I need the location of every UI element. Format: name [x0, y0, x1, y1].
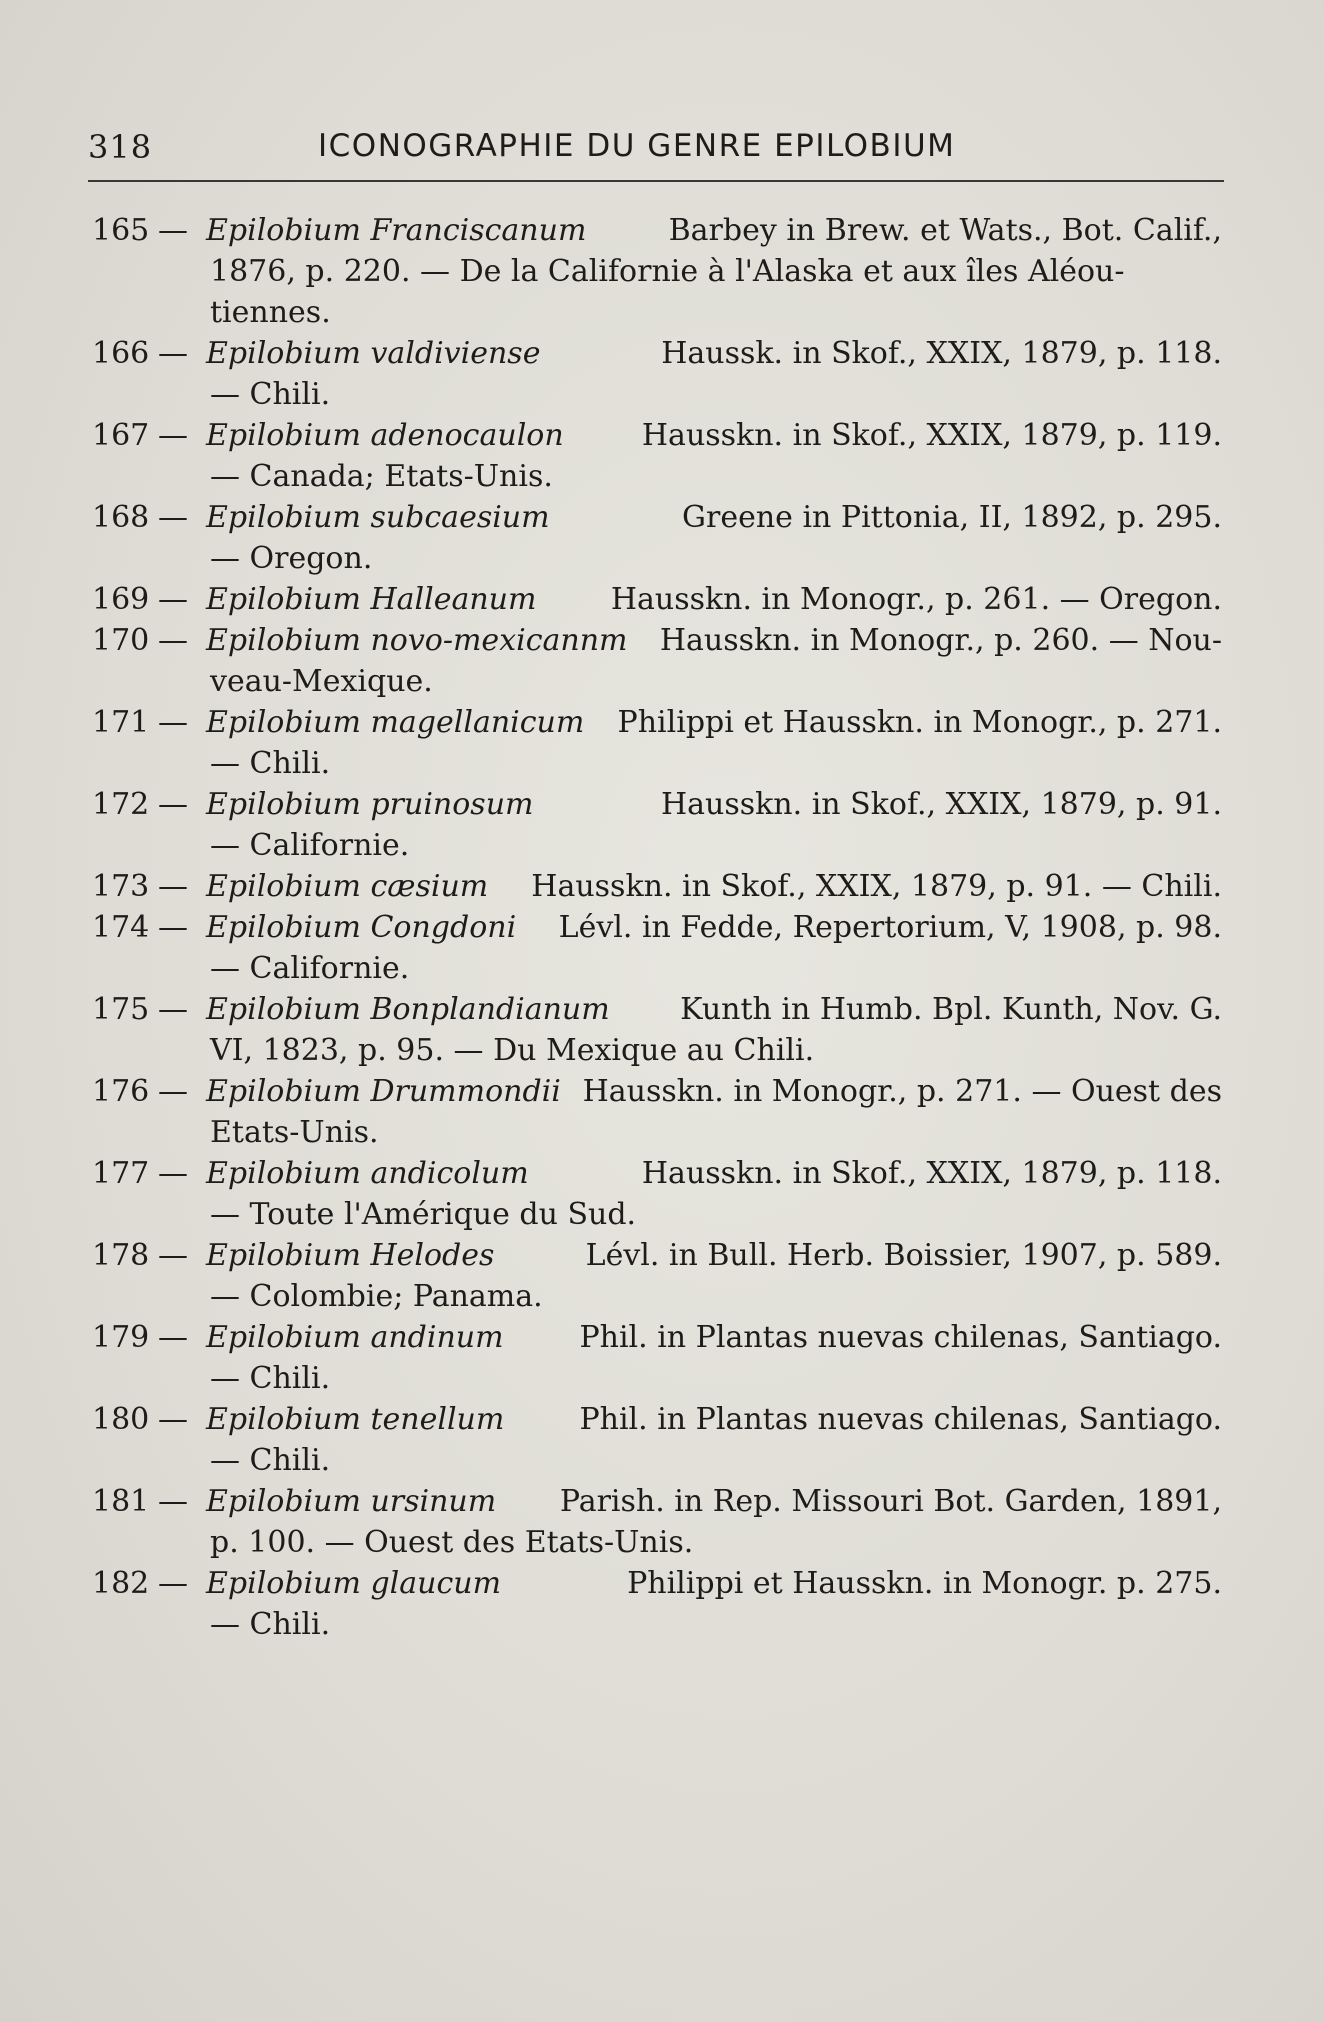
entry-continuation-line: — Chili.	[210, 746, 331, 781]
entry-reference: Hausskn. in Skof., XXIX, 1879, p. 91. — Chili.	[531, 869, 1222, 904]
page-number: 318	[88, 128, 153, 166]
entry-dash: —	[158, 418, 188, 453]
entry-dash: —	[158, 1074, 188, 1109]
species-name: Epilobium Congdoni	[206, 910, 517, 945]
species-name: Epilobium subcaesium	[206, 500, 550, 535]
entry-reference: Kunth in Humb. Bpl. Kunth, Nov. G.	[680, 992, 1222, 1027]
entry-reference: Hausskn. in Monogr., p. 261. — Oregon.	[610, 582, 1222, 617]
entry-reference: Phil. in Plantas nuevas chilenas, Santiago.	[579, 1320, 1222, 1355]
entry-number: 174	[92, 910, 150, 945]
entry-first-line	[206, 1399, 1222, 1440]
species-entry	[92, 333, 1222, 415]
entry-number: 178	[92, 1238, 150, 1273]
entry-reference: Phil. in Plantas nuevas chilenas, Santiago.	[579, 1402, 1222, 1437]
entry-continuation-line: veau-Mexique.	[210, 664, 433, 699]
entry-first-line	[206, 1317, 1222, 1358]
entry-first-line	[206, 333, 1222, 374]
entry-number: 177	[92, 1156, 150, 1191]
entry-first-line	[206, 497, 1222, 538]
entry-number: 167	[92, 418, 150, 453]
species-entry	[92, 1071, 1222, 1153]
running-title: ICONOGRAPHIE DU GENRE EPILOBIUM	[318, 128, 956, 164]
entry-reference: Lévl. in Bull. Herb. Boissier, 1907, p. 589.	[585, 1238, 1222, 1273]
entry-continuation-line: — Chili.	[210, 377, 331, 412]
entry-reference: Barbey in Brew. et Wats., Bot. Calif.,	[668, 213, 1222, 248]
species-name: Epilobium pruinosum	[206, 787, 534, 822]
entry-first-line	[206, 907, 1222, 948]
entry-dash: —	[158, 787, 188, 822]
species-list	[92, 210, 1222, 1645]
entry-dash: —	[158, 213, 188, 248]
entry-dash: —	[158, 1320, 188, 1355]
species-entry	[92, 415, 1222, 497]
entry-first-line	[206, 579, 1222, 620]
entry-number: 165	[92, 213, 150, 248]
species-entry	[92, 210, 1222, 333]
entry-dash: —	[158, 500, 188, 535]
entry-dash: —	[158, 582, 188, 617]
entry-first-line	[206, 1481, 1222, 1522]
entry-first-line	[206, 702, 1222, 743]
species-name: Epilobium adenocaulon	[206, 418, 564, 453]
species-entry	[92, 1563, 1222, 1645]
entry-reference: Greene in Pittonia, II, 1892, p. 295.	[682, 500, 1222, 535]
species-name: Epilobium Helodes	[206, 1238, 495, 1273]
entry-reference: Hausskn. in Skof., XXIX, 1879, p. 119.	[641, 418, 1222, 453]
entry-number: 182	[92, 1566, 150, 1601]
entry-continuation-line: — Toute l'Amérique du Sud.	[210, 1197, 637, 1232]
species-entry	[92, 702, 1222, 784]
entry-number: 166	[92, 336, 150, 371]
species-entry	[92, 1481, 1222, 1563]
species-name: Epilobium novo-mexicannm	[206, 623, 628, 658]
entry-first-line	[206, 415, 1222, 456]
entry-dash: —	[158, 1566, 188, 1601]
entry-reference: Hausskn. in Skof., XXIX, 1879, p. 118.	[641, 1156, 1222, 1191]
species-name: Epilobium valdiviense	[206, 336, 541, 371]
entry-reference: Haussk. in Skof., XXIX, 1879, p. 118.	[661, 336, 1222, 371]
entry-continuation-line: — Chili.	[210, 1361, 331, 1396]
species-entry	[92, 497, 1222, 579]
entry-reference: Lévl. in Fedde, Repertorium, V, 1908, p. 98.	[558, 910, 1222, 945]
entry-dash: —	[158, 1238, 188, 1273]
species-entry	[92, 866, 1222, 907]
entry-continuation-line: — Colombie; Panama.	[210, 1279, 543, 1314]
page-header	[88, 124, 1224, 174]
species-entry	[92, 1399, 1222, 1481]
entry-number: 180	[92, 1402, 150, 1437]
entry-number: 171	[92, 705, 150, 740]
species-name: Epilobium Franciscanum	[206, 213, 587, 248]
entry-continuation-line: — Chili.	[210, 1443, 331, 1478]
entry-dash: —	[158, 910, 188, 945]
entry-first-line	[206, 1071, 1222, 1112]
entry-number: 172	[92, 787, 150, 822]
entry-first-line	[206, 1153, 1222, 1194]
species-name: Epilobium magellanicum	[206, 705, 585, 740]
entry-reference: Hausskn. in Monogr., p. 260. — Nou-	[659, 623, 1222, 658]
entry-first-line	[206, 866, 1222, 907]
species-name: Epilobium Halleanum	[206, 582, 537, 617]
entry-continuation-line: p. 100. — Ouest des Etats-Unis.	[210, 1525, 694, 1560]
species-name: Epilobium ursinum	[206, 1484, 497, 1519]
entry-reference: Parish. in Rep. Missouri Bot. Garden, 1891,	[559, 1484, 1222, 1519]
species-name: Epilobium Bonplandianum	[206, 992, 610, 1027]
entry-first-line	[206, 620, 1222, 661]
entry-reference: Hausskn. in Monogr., p. 271. — Ouest des	[582, 1074, 1222, 1109]
species-entry	[92, 579, 1222, 620]
entry-continuation-line: Etats-Unis.	[210, 1115, 379, 1150]
species-entry	[92, 907, 1222, 989]
entry-dash: —	[158, 336, 188, 371]
species-name: Epilobium tenellum	[206, 1402, 505, 1437]
species-entry	[92, 989, 1222, 1071]
entry-number: 176	[92, 1074, 150, 1109]
entry-dash: —	[158, 1402, 188, 1437]
entry-continuation-line: — Californie.	[210, 951, 410, 986]
species-name: Epilobium andicolum	[206, 1156, 529, 1191]
species-entry	[92, 620, 1222, 702]
entry-number: 169	[92, 582, 150, 617]
entry-continuation-line: — Chili.	[210, 1607, 331, 1642]
entry-continuation-line: tiennes.	[210, 295, 331, 330]
species-name: Epilobium Drummondii	[206, 1074, 561, 1109]
entry-dash: —	[158, 1156, 188, 1191]
entry-reference: Philippi et Hausskn. in Monogr. p. 275.	[627, 1566, 1222, 1601]
entry-reference: Philippi et Hausskn. in Monogr., p. 271.	[617, 705, 1222, 740]
entry-first-line	[206, 989, 1222, 1030]
species-entry	[92, 784, 1222, 866]
entry-number: 170	[92, 623, 150, 658]
entry-number: 179	[92, 1320, 150, 1355]
species-entry	[92, 1153, 1222, 1235]
species-entry	[92, 1317, 1222, 1399]
entry-continuation-line: 1876, p. 220. — De la Californie à l'Alaska et aux îles Aléou-	[210, 254, 1125, 289]
entry-first-line	[206, 1235, 1222, 1276]
entry-dash: —	[158, 869, 188, 904]
entry-first-line	[206, 1563, 1222, 1604]
species-name: Epilobium andinum	[206, 1320, 504, 1355]
entry-dash: —	[158, 992, 188, 1027]
entry-first-line	[206, 210, 1222, 251]
species-name: Epilobium cæsium	[206, 869, 489, 904]
header-rule	[88, 180, 1224, 182]
species-entry	[92, 1235, 1222, 1317]
entry-number: 168	[92, 500, 150, 535]
entry-number: 173	[92, 869, 150, 904]
entry-continuation-line: — Canada; Etats-Unis.	[210, 459, 553, 494]
entry-continuation-line: — Californie.	[210, 828, 410, 863]
entry-dash: —	[158, 1484, 188, 1519]
entry-reference: Hausskn. in Skof., XXIX, 1879, p. 91.	[660, 787, 1222, 822]
entry-continuation-line: — Oregon.	[210, 541, 373, 576]
entry-dash: —	[158, 705, 188, 740]
entry-number: 181	[92, 1484, 150, 1519]
entry-number: 175	[92, 992, 150, 1027]
entry-continuation-line: VI, 1823, p. 95. — Du Mexique au Chili.	[210, 1033, 815, 1068]
entry-dash: —	[158, 623, 188, 658]
entry-first-line	[206, 784, 1222, 825]
species-name: Epilobium glaucum	[206, 1566, 502, 1601]
